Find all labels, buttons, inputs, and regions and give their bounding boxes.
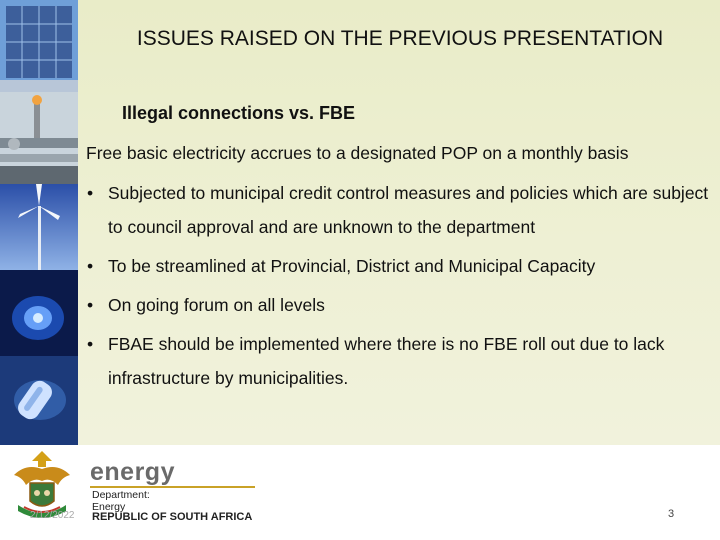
bullet-item: • Subjected to municipal credit control measures and policies which are subject to council approval and are unknown to the department [86, 176, 712, 244]
light-bulb-image [0, 356, 78, 445]
slide-title: ISSUES RAISED ON THE PREVIOUS PRESENTATION [136, 27, 664, 50]
logo-divider [90, 486, 255, 488]
bullet-item: • FBAE should be implemented where there is no FBE roll out due to lack infrastructure by municipalities. [86, 327, 712, 395]
department-name: Energy [92, 501, 126, 513]
wind-turbine-image [0, 184, 78, 270]
bullet-list [86, 176, 712, 400]
solar-panel-image [0, 0, 78, 92]
gas-flame-image [0, 270, 78, 356]
bullet-item: • To be streamlined at Provincial, District and Municipal Capacity [86, 249, 712, 283]
refinery-image [0, 92, 78, 184]
slide-subtitle: Illegal connections vs. FBE [122, 103, 356, 123]
energy-image-strip [0, 0, 78, 445]
intro-text: Free basic electricity accrues to a designated POP on a monthly basis [86, 143, 629, 163]
energy-logo-wordmark: energy [90, 458, 175, 486]
country-name: REPUBLIC OF SOUTH AFRICA [92, 511, 253, 523]
department-label: Department: [92, 489, 150, 501]
slide-date: 2/12/2022 [30, 510, 75, 521]
bullet-item: • On going forum on all levels [86, 288, 712, 322]
page-number: 3 [668, 508, 675, 520]
